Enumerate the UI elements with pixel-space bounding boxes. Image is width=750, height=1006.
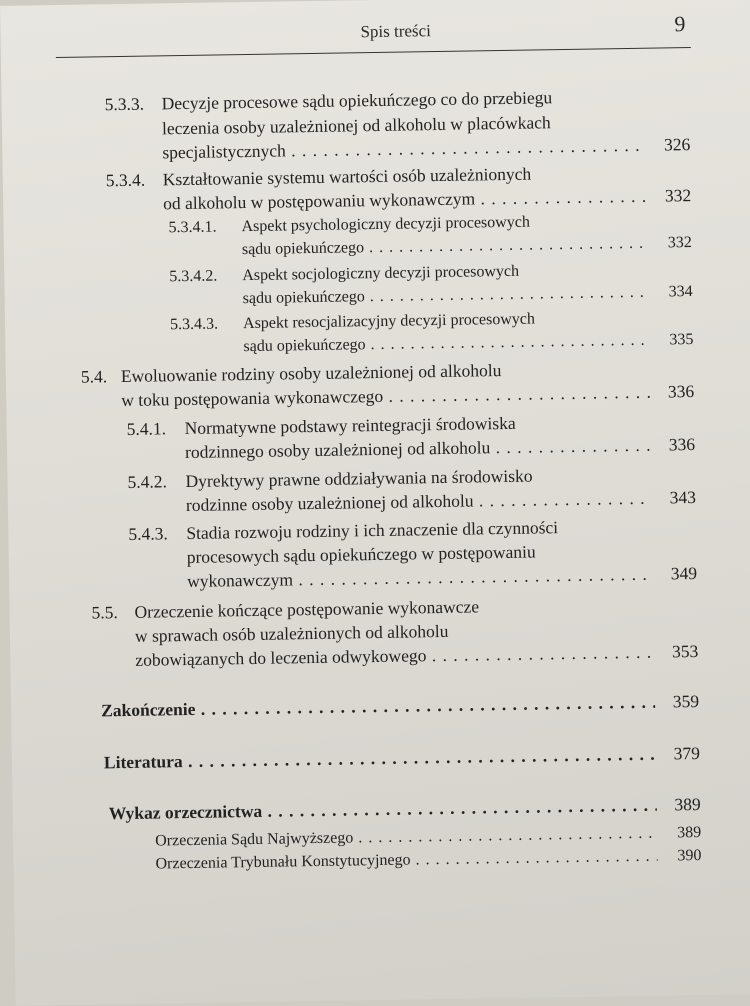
entry-line: w sprawach osób uzależnionych od alkoholu xyxy=(134,620,449,646)
entry-line: leczenia osoby uzależnionej od alkoholu w placówkach xyxy=(161,112,551,139)
entry-page: 343 xyxy=(669,487,697,508)
entry-page: 359 xyxy=(672,690,700,712)
entry-line: zobowiązanych do leczenia odwykowego . . . xyxy=(135,640,654,672)
entry-page: 336 xyxy=(668,434,696,455)
entry-line: Aspekt psychologiczny decyzji procesowych xyxy=(241,213,531,236)
entry-page: 353 xyxy=(671,641,699,662)
toc-entry-wykaz-orzecznictwa xyxy=(109,792,701,825)
running-title: Spis treści xyxy=(360,21,431,42)
entry-page: 335 xyxy=(669,331,694,349)
entry-page: 390 xyxy=(677,846,702,865)
entry-page: 332 xyxy=(667,234,692,252)
entry-line: sądu opiekuńczego . . . xyxy=(242,232,648,262)
entry-number: 5.3.4.2. xyxy=(169,267,218,286)
entry-line: specjalistycznych . . . xyxy=(162,133,646,165)
entry-page: 334 xyxy=(668,283,693,301)
entry-page: 379 xyxy=(673,742,701,764)
toc-entry-zakonczenie xyxy=(101,689,699,722)
entry-page: 332 xyxy=(664,185,692,206)
entry-number: 5.5. xyxy=(91,602,118,623)
entry-line: Orzeczenie kończące postępowanie wykonawcze xyxy=(134,596,480,622)
entry-number: 5.3.4. xyxy=(105,169,146,191)
entry-page: 336 xyxy=(667,381,695,402)
entry-number: 5.4.2. xyxy=(127,471,168,492)
entry-line: Dyrektywy prawne oddziaływania na środowisko xyxy=(185,465,533,492)
entry-line: Wykaz orzecznictwa . . . xyxy=(109,793,657,826)
page-number: 9 xyxy=(674,11,686,37)
toc-entry-literatura xyxy=(104,741,700,774)
entry-page: 389 xyxy=(676,823,702,842)
entry-line: w toku postępowania wykonawczego . . . xyxy=(121,380,650,412)
entry-line: wykonawczym . . . xyxy=(187,562,653,593)
entry-line: rodzinne osoby uzależnionej od alkoholu . . . xyxy=(186,486,652,517)
entry-line: Zakończenie . . . xyxy=(101,690,655,723)
entry-page: 326 xyxy=(663,134,691,155)
entry-line: procesowych sądu opiekuńczego w postępowaniu xyxy=(186,541,536,568)
entry-line: Decyzje procesowe sądu opiekuńczego co do przebiegu xyxy=(161,87,553,114)
entry-line: Aspekt socjologiczny decyzji procesowych xyxy=(242,262,520,285)
entry-line: Orzeczenia Trybunału Konstytucyjnego . . . xyxy=(155,845,657,877)
entry-number: 5.3.3. xyxy=(104,93,145,115)
entry-number: 5.4.3. xyxy=(128,523,168,544)
entry-line: Ewoluowanie rodziny osoby uzależnionej od alkoholu xyxy=(120,360,502,387)
entry-line: od alkoholu w postępowaniu wykonawczym . . . xyxy=(163,184,647,216)
entry-number: 5.4.1. xyxy=(126,418,167,439)
entry-number: 5.3.4.1. xyxy=(168,218,217,237)
entry-line: Orzeczenia Sądu Najwyższego . . . xyxy=(155,822,657,854)
entry-line: Normatywne podstawy reintegracji środowiska xyxy=(184,412,516,439)
entry-line: Stadia rozwoju rodziny i ich znaczenie dla czynności xyxy=(186,517,559,544)
entry-line: sądu opiekuńczego . . . xyxy=(243,329,649,359)
entry-number: 5.3.4.3. xyxy=(169,315,219,334)
entry-number: 5.4. xyxy=(80,366,108,387)
entry-line: Kształtowanie systemu wartości osób uzależnionych xyxy=(162,163,532,190)
entry-line: Aspekt resocjalizacyjny decyzji procesowych xyxy=(242,310,536,333)
entry-page: 389 xyxy=(674,793,701,815)
page-header xyxy=(55,7,691,58)
entry-line: sądu opiekuńczego . . . xyxy=(242,281,648,311)
entry-line: Literatura . . . xyxy=(104,742,656,775)
entry-line: rodzinnego osoby uzależnionej od alkoholu . . . xyxy=(185,433,651,464)
entry-page: 349 xyxy=(670,563,698,584)
